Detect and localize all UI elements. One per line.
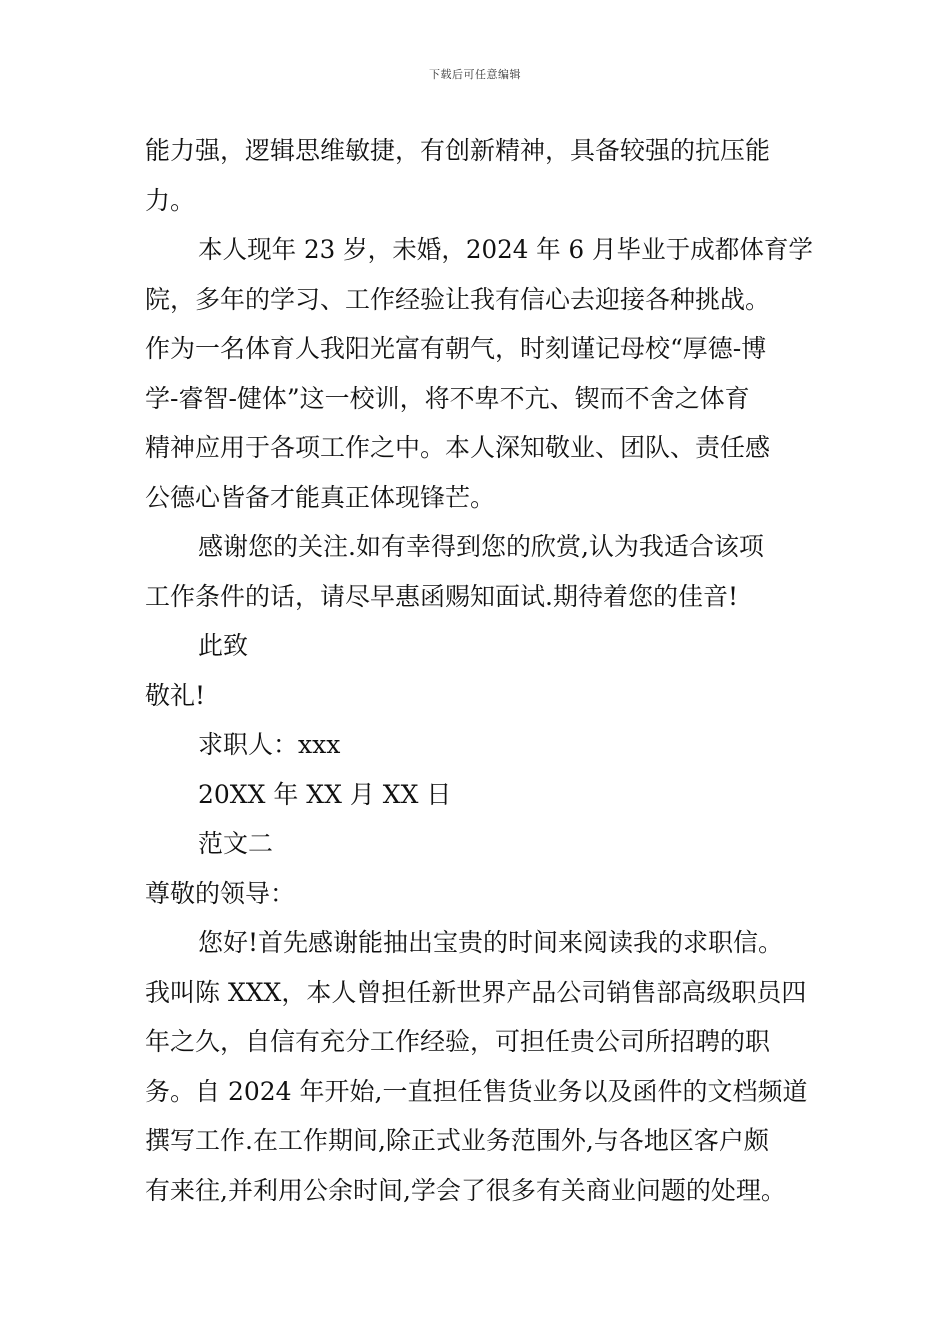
text-line: 公德心皆备才能真正体现锋芒。 <box>145 482 496 512</box>
text-line: 20XX 年 XX 月 XX 日 <box>198 779 452 809</box>
text-line: 务。自 2024 年开始,一直担任售货业务以及函件的文档频道 <box>145 1076 808 1106</box>
text-line: 年之久，自信有充分工作经验，可担任贵公司所招聘的职 <box>145 1027 771 1056</box>
text-line: 院，多年的学习、工作经验让我有信心去迎接各种挑战。 <box>145 284 771 314</box>
text-line: 敬礼! <box>145 680 206 710</box>
text-line: 学-睿智-健体”这一校训，将不卑不亢、锲而不舍之体育 <box>145 383 750 413</box>
text-line: 有来往,并利用公余时间,学会了很多有关商业问题的处理。 <box>145 1175 786 1205</box>
text-line: 我叫陈 XXX，本人曾担任新世界产品公司销售部高级职员四 <box>145 977 807 1007</box>
text-line: 精神应用于各项工作之中。本人深知敬业、团队、责任感 <box>145 433 771 462</box>
page-header-note: 下载后可任意编辑 <box>429 68 521 81</box>
text-line: 尊敬的领导： <box>145 878 296 908</box>
text-line: 感谢您的关注.如有幸得到您的欣赏,认为我适合该项 <box>198 532 764 561</box>
text-line: 能力强，逻辑思维敏捷，有创新精神，具备较强的抗压能 <box>145 136 771 165</box>
text-line: 作为一名体育人我阳光富有朝气，时刻谨记母校“厚德-博 <box>145 334 767 363</box>
document-body <box>145 126 813 1215</box>
text-line: 撰写工作.在工作期间,除正式业务范围外,与各地区客户颇 <box>145 1126 769 1155</box>
text-line: 求职人：xxx <box>198 730 341 759</box>
text-line: 本人现年 23 岁，未婚，2024 年 6 月毕业于成都体育学 <box>198 235 813 264</box>
text-line: 工作条件的话，请尽早惠函赐知面试.期待着您的佳音! <box>145 581 738 611</box>
text-line: 范文二 <box>198 829 274 858</box>
text-line: 您好!首先感谢能抽出宝贵的时间来阅读我的求职信。 <box>198 928 784 957</box>
text-line: 力。 <box>145 185 196 215</box>
text-line: 此致 <box>198 631 249 660</box>
